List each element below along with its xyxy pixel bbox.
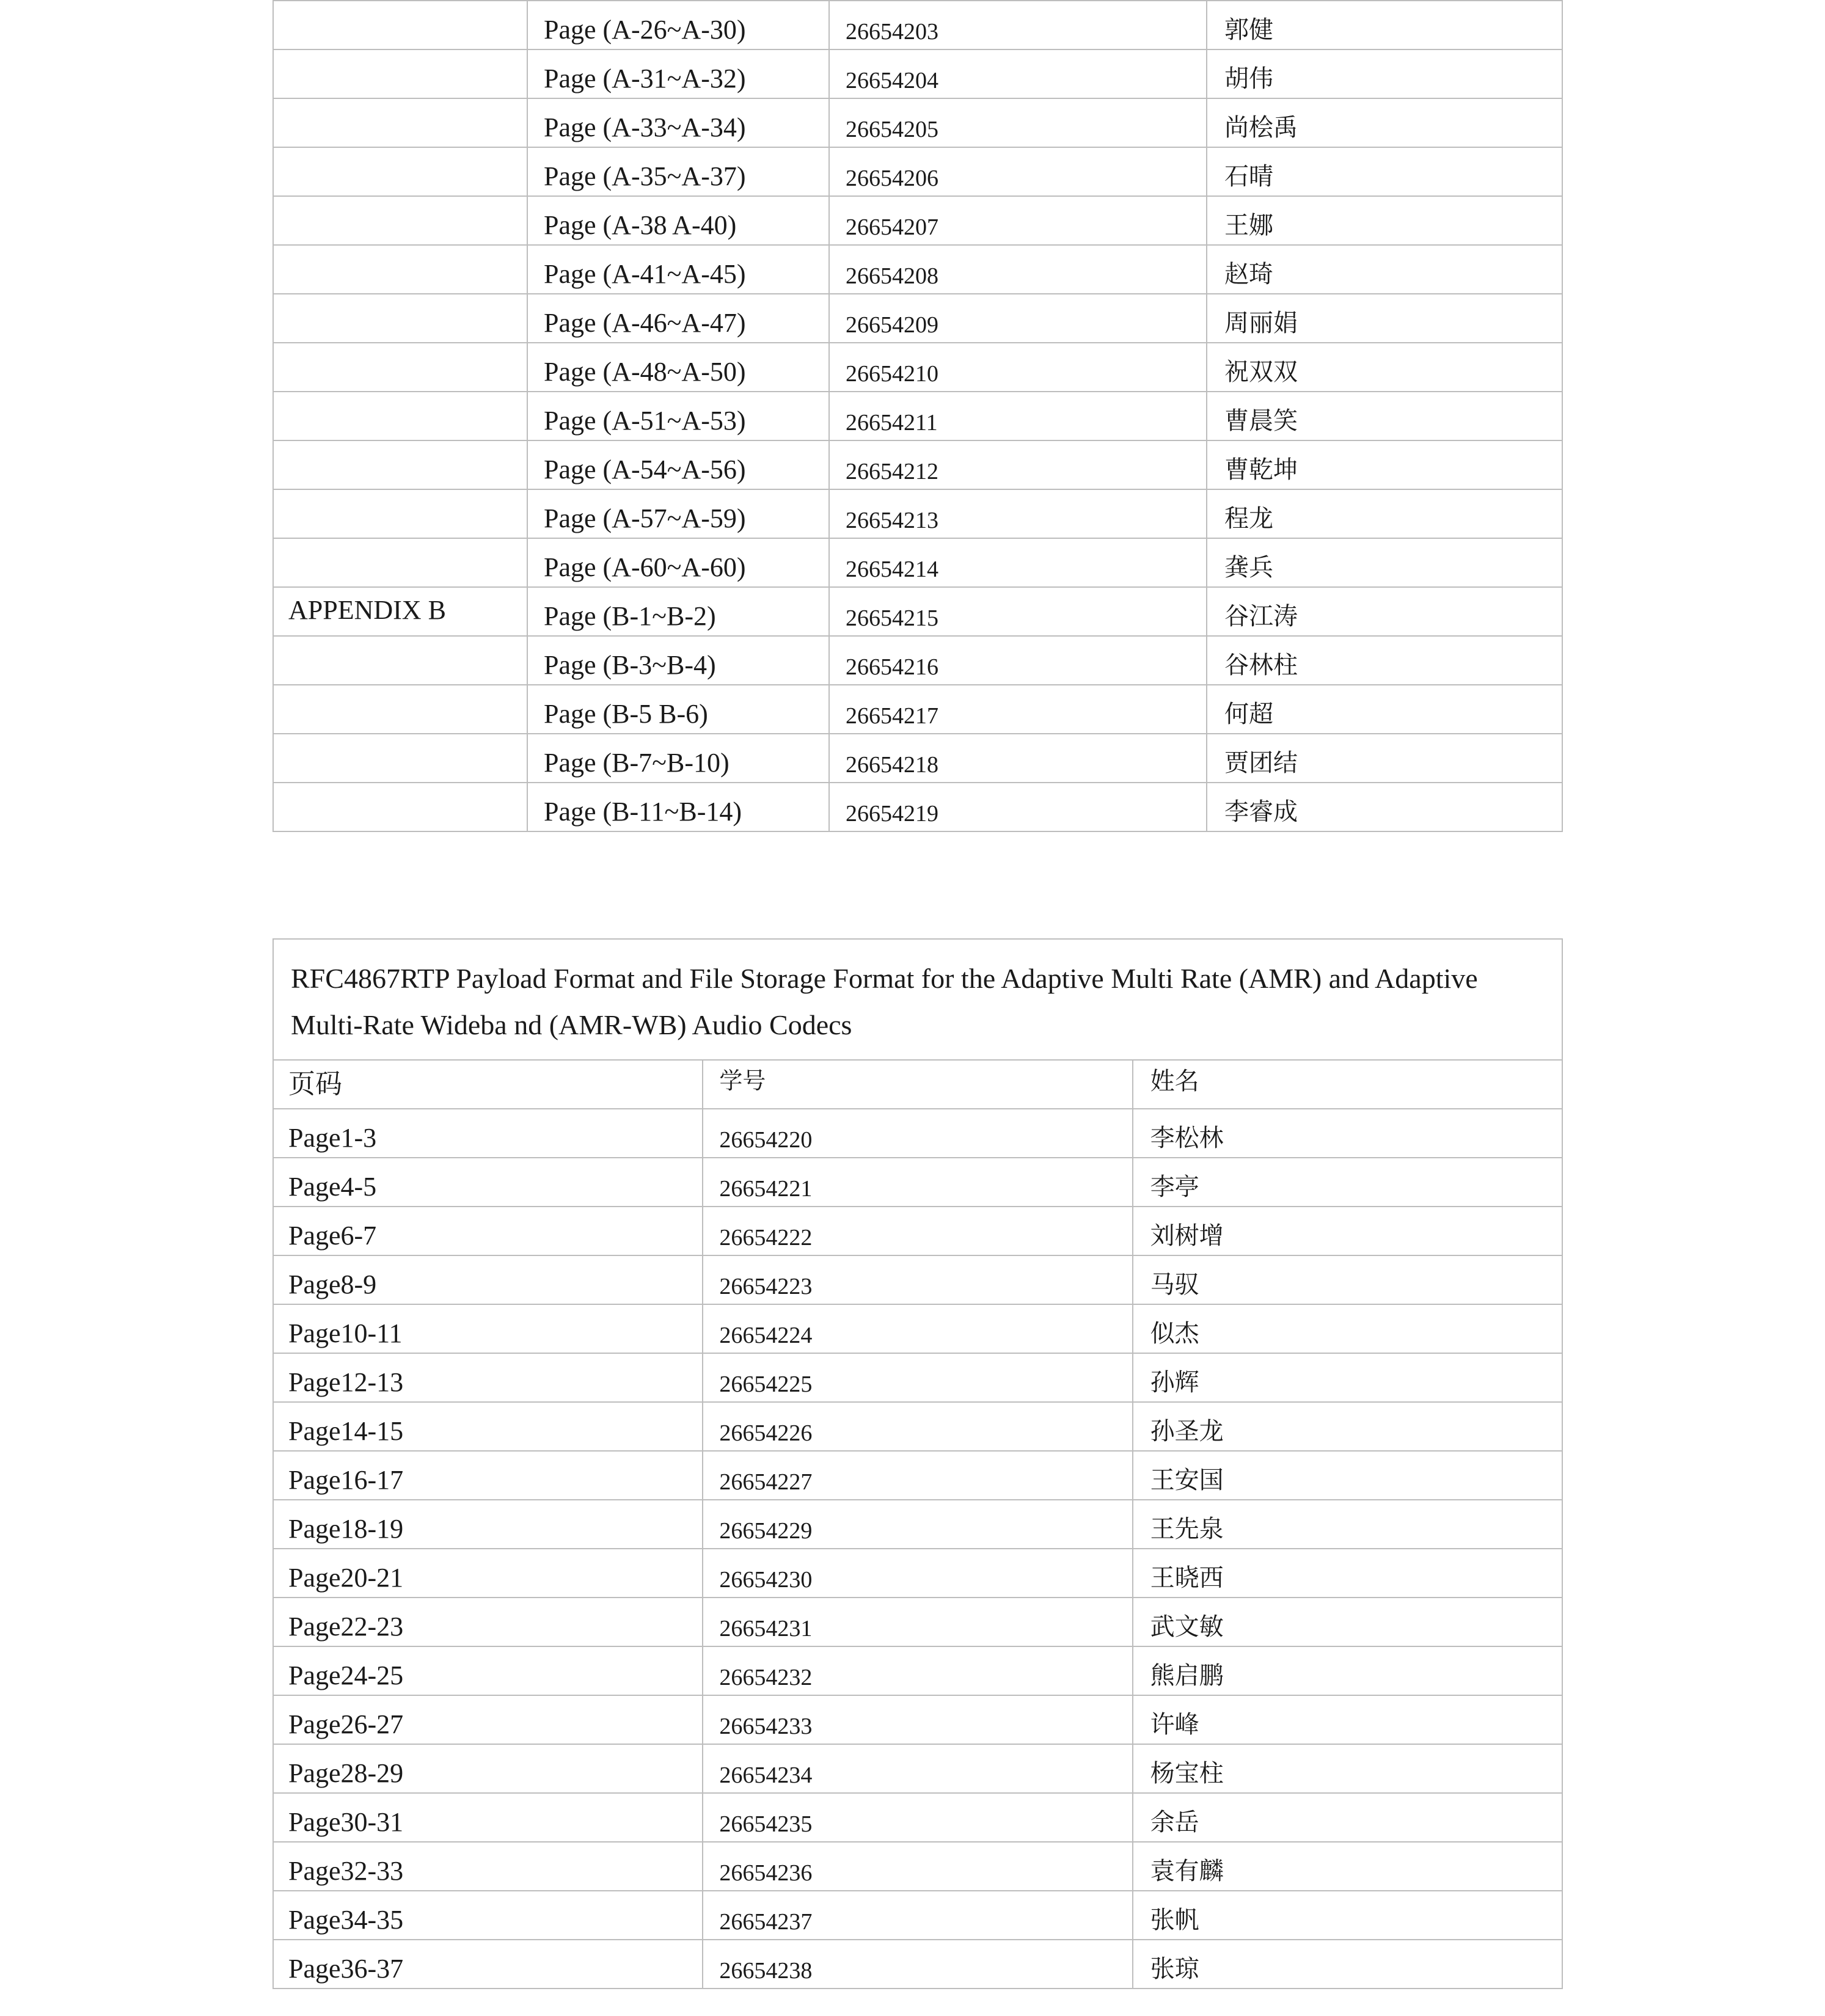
name-cell: 王先泉 xyxy=(1133,1500,1562,1549)
student-id-cell: 26654221 xyxy=(703,1158,1132,1207)
table-row xyxy=(273,587,1562,636)
table-row xyxy=(273,196,1562,245)
pages-cell: Page18-19 xyxy=(273,1500,703,1549)
table-row xyxy=(273,734,1562,783)
pages-cell: Page (A-38 A-40) xyxy=(527,196,829,245)
table-row xyxy=(273,489,1562,538)
pages-cell: Page (A-33~A-34) xyxy=(527,98,829,147)
name-cell: 曹乾坤 xyxy=(1207,440,1562,489)
section-cell xyxy=(273,147,527,196)
table-row xyxy=(273,685,1562,734)
table-row xyxy=(273,98,1562,147)
student-id-cell: 26654208 xyxy=(829,245,1207,294)
name-cell: 王娜 xyxy=(1207,196,1562,245)
student-id-cell: 26654229 xyxy=(703,1500,1132,1549)
table-title-row xyxy=(273,939,1562,1060)
section-cell xyxy=(273,489,527,538)
student-id-cell: 26654214 xyxy=(829,538,1207,587)
name-cell: 武文敏 xyxy=(1133,1598,1562,1646)
student-id-cell: 26654219 xyxy=(829,783,1207,831)
table-row xyxy=(273,1207,1562,1255)
table-row xyxy=(273,783,1562,831)
section-cell xyxy=(273,1,527,49)
section-cell xyxy=(273,538,527,587)
assignment-table-rfc4867 xyxy=(272,938,1563,1989)
table-row xyxy=(273,147,1562,196)
pages-cell: Page12-13 xyxy=(273,1353,703,1402)
student-id-cell: 26654233 xyxy=(703,1695,1132,1744)
table-row xyxy=(273,1353,1562,1402)
name-cell: 余岳 xyxy=(1133,1793,1562,1842)
student-id-cell: 26654217 xyxy=(829,685,1207,734)
pages-cell: Page28-29 xyxy=(273,1744,703,1793)
table-title: RFC4867RTP Payload Format and File Storage Format for the Adaptive Multi Rate (AMR) and Adaptive Multi-Rate Wideba nd (AMR-WB) Audio Codecs xyxy=(273,939,1562,1060)
name-cell: 袁有麟 xyxy=(1133,1842,1562,1891)
student-id-cell: 26654215 xyxy=(829,587,1207,636)
pages-cell: Page8-9 xyxy=(273,1255,703,1304)
pages-cell: Page (A-41~A-45) xyxy=(527,245,829,294)
name-cell: 王晓西 xyxy=(1133,1549,1562,1598)
section-cell xyxy=(273,685,527,734)
name-cell: 谷林柱 xyxy=(1207,636,1562,685)
student-id-cell: 26654232 xyxy=(703,1646,1132,1695)
name-cell: 程龙 xyxy=(1207,489,1562,538)
student-id-cell: 26654207 xyxy=(829,196,1207,245)
pages-cell: Page (B-1~B-2) xyxy=(527,587,829,636)
section-cell xyxy=(273,343,527,392)
section-cell xyxy=(273,783,527,831)
pages-cell: Page (B-11~B-14) xyxy=(527,783,829,831)
pages-cell: Page (A-57~A-59) xyxy=(527,489,829,538)
name-cell: 似杰 xyxy=(1133,1304,1562,1353)
student-id-cell: 26654216 xyxy=(829,636,1207,685)
student-id-cell: 26654227 xyxy=(703,1451,1132,1500)
pages-cell: Page (B-5 B-6) xyxy=(527,685,829,734)
name-cell: 石晴 xyxy=(1207,147,1562,196)
student-id-cell: 26654234 xyxy=(703,1744,1132,1793)
table-row xyxy=(273,1598,1562,1646)
pages-cell: Page (A-48~A-50) xyxy=(527,343,829,392)
name-cell: 赵琦 xyxy=(1207,245,1562,294)
pages-cell: Page1-3 xyxy=(273,1109,703,1158)
table-header-row xyxy=(273,1060,1562,1109)
table-row xyxy=(273,1255,1562,1304)
pages-cell: Page (B-3~B-4) xyxy=(527,636,829,685)
student-id-cell: 26654222 xyxy=(703,1207,1132,1255)
pages-cell: Page (A-31~A-32) xyxy=(527,49,829,98)
section-cell xyxy=(273,294,527,343)
table-row xyxy=(273,343,1562,392)
student-id-cell: 26654225 xyxy=(703,1353,1132,1402)
section-cell: APPENDIX B xyxy=(273,587,527,636)
name-cell: 刘树增 xyxy=(1133,1207,1562,1255)
name-cell: 何超 xyxy=(1207,685,1562,734)
table-row xyxy=(273,1109,1562,1158)
section-cell xyxy=(273,392,527,440)
table-row xyxy=(273,245,1562,294)
table-row xyxy=(273,538,1562,587)
column-header-student-id: 学号 xyxy=(703,1060,1132,1109)
table-row xyxy=(273,1500,1562,1549)
table-row xyxy=(273,440,1562,489)
pages-cell: Page26-27 xyxy=(273,1695,703,1744)
section-cell xyxy=(273,734,527,783)
pages-cell: Page (A-35~A-37) xyxy=(527,147,829,196)
name-cell: 李睿成 xyxy=(1207,783,1562,831)
student-id-cell: 26654224 xyxy=(703,1304,1132,1353)
table-row xyxy=(273,1744,1562,1793)
pages-cell: Page6-7 xyxy=(273,1207,703,1255)
column-header-pages: 页码 xyxy=(273,1060,703,1109)
student-id-cell: 26654235 xyxy=(703,1793,1132,1842)
student-id-cell: 26654211 xyxy=(829,392,1207,440)
student-id-cell: 26654203 xyxy=(829,1,1207,49)
name-cell: 郭健 xyxy=(1207,1,1562,49)
table-row xyxy=(273,392,1562,440)
pages-cell: Page (A-54~A-56) xyxy=(527,440,829,489)
name-cell: 周丽娟 xyxy=(1207,294,1562,343)
student-id-cell: 26654226 xyxy=(703,1402,1132,1451)
student-id-cell: 26654236 xyxy=(703,1842,1132,1891)
pages-cell: Page34-35 xyxy=(273,1891,703,1940)
section-cell xyxy=(273,636,527,685)
name-cell: 孙圣龙 xyxy=(1133,1402,1562,1451)
table-row xyxy=(273,1402,1562,1451)
table-row xyxy=(273,1451,1562,1500)
student-id-cell: 26654218 xyxy=(829,734,1207,783)
table-row xyxy=(273,1304,1562,1353)
pages-cell: Page32-33 xyxy=(273,1842,703,1891)
pages-cell: Page4-5 xyxy=(273,1158,703,1207)
name-cell: 尚桧禹 xyxy=(1207,98,1562,147)
name-cell: 王安国 xyxy=(1133,1451,1562,1500)
student-id-cell: 26654220 xyxy=(703,1109,1132,1158)
name-cell: 李松林 xyxy=(1133,1109,1562,1158)
assignment-table-appendix xyxy=(272,0,1563,832)
name-cell: 龚兵 xyxy=(1207,538,1562,587)
section-cell xyxy=(273,245,527,294)
pages-cell: Page36-37 xyxy=(273,1940,703,1989)
student-id-cell: 26654223 xyxy=(703,1255,1132,1304)
student-id-cell: 26654210 xyxy=(829,343,1207,392)
section-cell xyxy=(273,98,527,147)
name-cell: 胡伟 xyxy=(1207,49,1562,98)
table-row xyxy=(273,1891,1562,1940)
student-id-cell: 26654213 xyxy=(829,489,1207,538)
pages-cell: Page22-23 xyxy=(273,1598,703,1646)
pages-cell: Page24-25 xyxy=(273,1646,703,1695)
student-id-cell: 26654204 xyxy=(829,49,1207,98)
pages-cell: Page (A-46~A-47) xyxy=(527,294,829,343)
pages-cell: Page (A-60~A-60) xyxy=(527,538,829,587)
table-row xyxy=(273,1158,1562,1207)
name-cell: 熊启鹏 xyxy=(1133,1646,1562,1695)
pages-cell: Page16-17 xyxy=(273,1451,703,1500)
name-cell: 张琼 xyxy=(1133,1940,1562,1989)
pages-cell: Page (B-7~B-10) xyxy=(527,734,829,783)
table-row xyxy=(273,1842,1562,1891)
pages-cell: Page (A-26~A-30) xyxy=(527,1,829,49)
pages-cell: Page (A-51~A-53) xyxy=(527,392,829,440)
name-cell: 谷江涛 xyxy=(1207,587,1562,636)
student-id-cell: 26654230 xyxy=(703,1549,1132,1598)
student-id-cell: 26654206 xyxy=(829,147,1207,196)
section-cell xyxy=(273,49,527,98)
table-row xyxy=(273,636,1562,685)
column-header-name: 姓名 xyxy=(1133,1060,1562,1109)
table-row xyxy=(273,1695,1562,1744)
student-id-cell: 26654212 xyxy=(829,440,1207,489)
name-cell: 贾团结 xyxy=(1207,734,1562,783)
table-row xyxy=(273,1,1562,49)
table-row xyxy=(273,1793,1562,1842)
student-id-cell: 26654238 xyxy=(703,1940,1132,1989)
section-cell xyxy=(273,440,527,489)
table-row xyxy=(273,1646,1562,1695)
table-row xyxy=(273,1549,1562,1598)
student-id-cell: 26654205 xyxy=(829,98,1207,147)
table-row xyxy=(273,294,1562,343)
table-row xyxy=(273,1940,1562,1989)
pages-cell: Page10-11 xyxy=(273,1304,703,1353)
name-cell: 曹晨笑 xyxy=(1207,392,1562,440)
section-cell xyxy=(273,196,527,245)
name-cell: 杨宝柱 xyxy=(1133,1744,1562,1793)
name-cell: 李亭 xyxy=(1133,1158,1562,1207)
pages-cell: Page20-21 xyxy=(273,1549,703,1598)
student-id-cell: 26654231 xyxy=(703,1598,1132,1646)
pages-cell: Page14-15 xyxy=(273,1402,703,1451)
student-id-cell: 26654209 xyxy=(829,294,1207,343)
student-id-cell: 26654237 xyxy=(703,1891,1132,1940)
name-cell: 许峰 xyxy=(1133,1695,1562,1744)
name-cell: 祝双双 xyxy=(1207,343,1562,392)
name-cell: 马驭 xyxy=(1133,1255,1562,1304)
name-cell: 孙辉 xyxy=(1133,1353,1562,1402)
name-cell: 张帆 xyxy=(1133,1891,1562,1940)
table-row xyxy=(273,49,1562,98)
pages-cell: Page30-31 xyxy=(273,1793,703,1842)
